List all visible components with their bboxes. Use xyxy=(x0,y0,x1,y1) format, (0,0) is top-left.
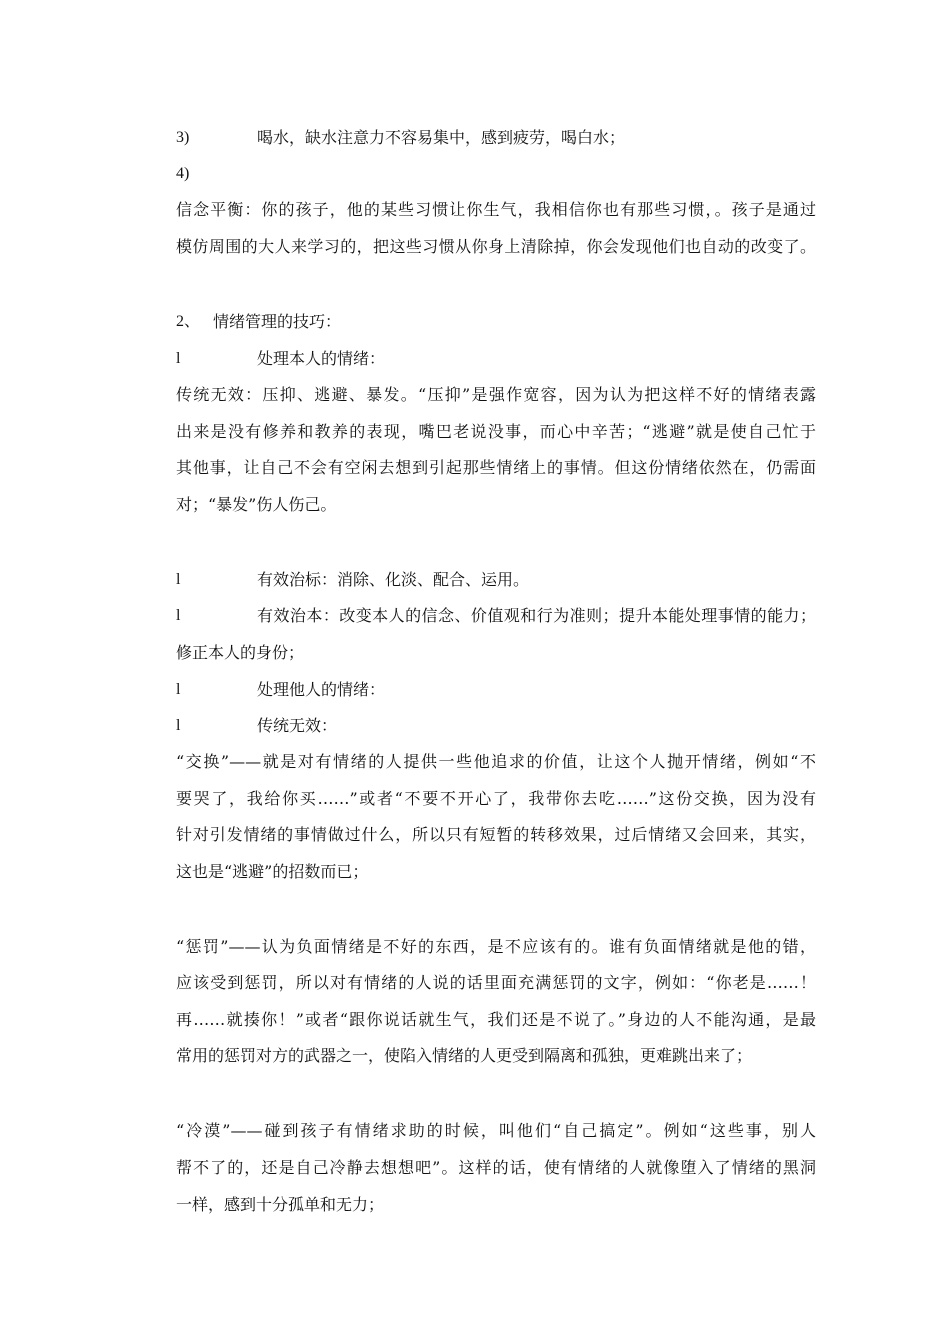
bullet-marker: l xyxy=(176,681,181,698)
bullet-marker: l xyxy=(176,571,181,588)
cold-line-2: 帮不了的，还是自己冷静去想想吧”。这样的话，使有情绪的人就像堕入了情绪的黑洞 xyxy=(176,1158,816,1177)
punish-line-3: 再……就揍你！”或者“跟你说话就生气，我们还是不说了。”身边的人不能沟通，是最 xyxy=(176,1010,816,1029)
bullet-marker: l xyxy=(176,607,181,624)
section-number: 2、 xyxy=(176,313,201,330)
exchange-line-1: “交换”——就是对有情绪的人提供一些他追求的价值，让这个人抛开情绪，例如“不 xyxy=(176,752,816,771)
punish-line-4: 常用的惩罚对方的武器之一，使陷入情绪的人更受到隔离和孤独，更难跳出来了； xyxy=(176,1046,753,1065)
others-emotions-heading: 处理他人的情绪： xyxy=(257,680,386,699)
item-number-3: 3) xyxy=(176,129,190,146)
punish-line-1: “惩罚”——认为负面情绪是不好的东西，是不应该有的。谁有负面情绪就是他的错， xyxy=(176,937,816,956)
own-emotions-heading: 处理本人的情绪： xyxy=(257,349,386,368)
item-text-3: 喝水，缺水注意力不容易集中，感到疲劳，喝白水； xyxy=(257,128,626,147)
belief-line-2: 模仿周围的大人来学习的，把这些习惯从你身上清除掉，你会发现他们也自动的改变了。 xyxy=(176,237,816,256)
bullet-marker: l xyxy=(176,350,181,367)
effective-root-line-1: 有效治本：改变本人的信念、价值观和行为准则；提升本能处理事情的能力； xyxy=(257,606,816,625)
cold-line-3: 一样，感到十分孤单和无力； xyxy=(176,1195,385,1214)
exchange-line-4: 这也是“逃避”的招数而已； xyxy=(176,862,369,881)
effective-symptom: 有效治标：消除、化淡、配合、运用。 xyxy=(257,570,530,589)
others-traditional: 传统无效： xyxy=(257,716,338,735)
item-number-4: 4) xyxy=(176,165,190,182)
own-paragraph-line-2: 出来是没有修养和教养的表现，嘴巴老说没事，而心中辛苦；“逃避”就是使自己忙于 xyxy=(176,422,816,441)
belief-line-1: 信念平衡：你的孩子，他的某些习惯让你生气，我相信你也有那些习惯，。孩子是通过 xyxy=(176,200,816,219)
exchange-line-3: 针对引发情绪的事情做过什么，所以只有短暂的转移效果，过后情绪又会回来，其实， xyxy=(176,825,816,844)
effective-root-line-2: 修正本人的身份； xyxy=(176,643,305,662)
own-paragraph-line-3: 其他事，让自己不会有空闲去想到引起那些情绪上的事情。但这份情绪依然在，仍需面 xyxy=(176,458,816,477)
cold-line-1: “冷漠”——碰到孩子有情绪求助的时候，叫他们“自己搞定”。例如“这些事，别人 xyxy=(176,1121,816,1140)
punish-line-2: 应该受到惩罚，所以对有情绪的人说的话里面充满惩罚的文字，例如：“你老是……！ xyxy=(176,973,816,992)
section-title: 情绪管理的技巧： xyxy=(213,312,342,331)
own-paragraph-line-1: 传统无效：压抑、逃避、暴发。“压抑”是强作宽容，因为认为把这样不好的情绪表露 xyxy=(176,385,816,404)
exchange-line-2: 要哭了，我给你买……”或者“不要不开心了，我带你去吃……”这份交换，因为没有 xyxy=(176,789,816,808)
bullet-marker: l xyxy=(176,717,181,734)
own-paragraph-line-4: 对；“暴发”伤人伤己。 xyxy=(176,495,337,514)
